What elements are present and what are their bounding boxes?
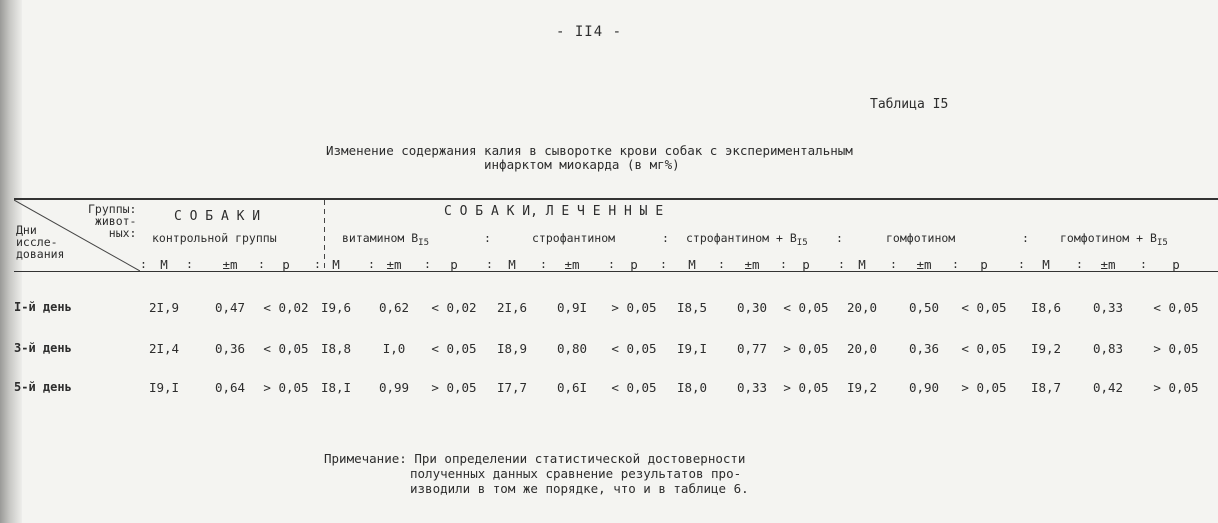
stat-separator: :: [424, 257, 431, 271]
group-vitamin: витамином $B_{I5}$: [342, 231, 430, 248]
row-day-label: I-й день: [14, 300, 72, 314]
stat-separator: :: [1076, 257, 1083, 271]
table-label: Таблица I5: [870, 97, 949, 112]
stat-separator: :: [718, 257, 725, 271]
stat-label: М: [1042, 257, 1050, 272]
stat-separator: :: [368, 257, 375, 271]
table-cell: 0,42: [1092, 380, 1124, 395]
table-cell: 0,90: [908, 380, 940, 395]
stat-label: ±m: [386, 257, 402, 272]
table-cell: 0,99: [378, 380, 410, 395]
stat-label: ±m: [916, 257, 932, 272]
stat-label: М: [160, 257, 168, 272]
treated-group-title: С О Б А К И, Л Е Ч Е Н Н Ы Е: [444, 204, 664, 219]
table-cell: I9,6: [320, 300, 352, 315]
table-cell: I8,7: [1030, 380, 1062, 395]
table-cell: I8,9: [496, 341, 528, 356]
table-cell: < 0,05: [1153, 300, 1199, 315]
table-title-line-1: Изменение содержания калия в сыворотке крови собак с экспериментальным: [326, 143, 853, 158]
stat-separator: :: [258, 257, 265, 271]
table-cell: 0,50: [908, 300, 940, 315]
table-cell: < 0,02: [263, 300, 309, 315]
stat-label: р: [450, 257, 458, 272]
stat-separator: :: [314, 257, 321, 271]
table-cell: I9,I: [148, 380, 180, 395]
table-cell: 0,64: [214, 380, 246, 395]
table-cell: > 0,05: [263, 380, 309, 395]
table-cell: I7,7: [496, 380, 528, 395]
stat-separator: :: [838, 257, 845, 271]
table-cell: < 0,02: [431, 300, 477, 315]
header-separator: :: [836, 231, 843, 245]
table-cell: > 0,05: [1153, 380, 1199, 395]
note-line-2: полученных данных сравнение результатов про-: [410, 466, 742, 481]
stat-label: ±m: [1100, 257, 1116, 272]
group-strophanthin-b15: строфантином + $B_{I5}$: [686, 231, 808, 248]
table-cell: I8,5: [676, 300, 708, 315]
stat-separator: :: [1140, 257, 1147, 271]
table-cell: 0,6I: [556, 380, 588, 395]
stat-separator: :: [140, 257, 147, 271]
table-cell: < 0,05: [961, 341, 1007, 356]
group-gomphotin-b15: гомфотином + $B_{I5}$: [1060, 231, 1168, 248]
table-cell: 2I,6: [496, 300, 528, 315]
table-cell: < 0,05: [263, 341, 309, 356]
table-cell: I8,8: [320, 341, 352, 356]
table-cell: I,0: [382, 341, 406, 356]
stat-separator: :: [540, 257, 547, 271]
table-cell: < 0,05: [431, 341, 477, 356]
group-gomphotin: гомфотином: [886, 231, 956, 245]
group-strophanthin: строфантином: [532, 231, 616, 245]
page-number: - II4 -: [556, 24, 623, 40]
note-line-1: При определении статистической достоверности: [414, 451, 746, 466]
table-cell: I9,2: [846, 380, 878, 395]
stat-separator: :: [486, 257, 493, 271]
header-separator: :: [662, 231, 669, 245]
stat-label: М: [688, 257, 696, 272]
table-cell: 0,33: [1092, 300, 1124, 315]
table-cell: < 0,05: [961, 300, 1007, 315]
table-note: [324, 451, 749, 496]
row-day-label: 3-й день: [14, 341, 72, 355]
header-separator: :: [1022, 231, 1029, 245]
table-title: [326, 144, 853, 172]
table-cell: 0,77: [736, 341, 768, 356]
stat-label: р: [282, 257, 290, 272]
stat-separator: :: [186, 257, 193, 271]
table-cell: 20,0: [846, 341, 878, 356]
table-cell: 2I,9: [148, 300, 180, 315]
stat-label: р: [1172, 257, 1180, 272]
stat-label: М: [508, 257, 516, 272]
table-cell: > 0,05: [783, 341, 829, 356]
table-cell: 0,80: [556, 341, 588, 356]
table-cell: I9,2: [1030, 341, 1062, 356]
control-group-subtitle: контрольной группы: [152, 231, 277, 245]
stat-separator: :: [890, 257, 897, 271]
stat-separator: :: [1018, 257, 1025, 271]
stat-label: М: [332, 257, 340, 272]
groups-header-label: Группы: живот- ных:: [88, 202, 137, 240]
note-line-3: изводили в том же порядке, что и в таблице 6.: [410, 481, 749, 496]
days-header-label: Дни иссле- дования: [16, 223, 65, 261]
table-top-rule: [14, 198, 1218, 200]
table-cell: 0,33: [736, 380, 768, 395]
control-group-title: С О Б А К И: [174, 209, 261, 224]
stat-separator: :: [608, 257, 615, 271]
stat-label: р: [980, 257, 988, 272]
table-cell: I8,6: [1030, 300, 1062, 315]
table-cell: I8,I: [320, 380, 352, 395]
table-cell: 0,9I: [556, 300, 588, 315]
header-separator: :: [484, 231, 491, 245]
stat-separator: :: [952, 257, 959, 271]
stat-label: ±m: [564, 257, 580, 272]
note-label: Примечание:: [324, 451, 407, 466]
table-cell: 0,83: [1092, 341, 1124, 356]
table-cell: < 0,05: [611, 380, 657, 395]
table-cell: 20,0: [846, 300, 878, 315]
table-cell: > 0,05: [431, 380, 477, 395]
stat-separator: :: [660, 257, 667, 271]
row-day-label: 5-й день: [14, 380, 72, 394]
stat-label: р: [802, 257, 810, 272]
table-cell: > 0,05: [611, 300, 657, 315]
table-cell: 2I,4: [148, 341, 180, 356]
table-cell: > 0,05: [961, 380, 1007, 395]
table-cell: I9,I: [676, 341, 708, 356]
table-cell: > 0,05: [783, 380, 829, 395]
table-cell: 0,36: [908, 341, 940, 356]
stat-label: ±m: [222, 257, 238, 272]
table-cell: 0,36: [214, 341, 246, 356]
table-cell: 0,47: [214, 300, 246, 315]
table-title-line-2: инфарктом миокарда (в мг%): [484, 157, 680, 172]
stat-label: М: [858, 257, 866, 272]
table-cell: < 0,05: [611, 341, 657, 356]
table-cell: 0,62: [378, 300, 410, 315]
table-cell: I8,0: [676, 380, 708, 395]
stat-separator: :: [780, 257, 787, 271]
stat-label: р: [630, 257, 638, 272]
stat-label: ±m: [744, 257, 760, 272]
table-cell: > 0,05: [1153, 341, 1199, 356]
table-cell: 0,30: [736, 300, 768, 315]
table-cell: < 0,05: [783, 300, 829, 315]
